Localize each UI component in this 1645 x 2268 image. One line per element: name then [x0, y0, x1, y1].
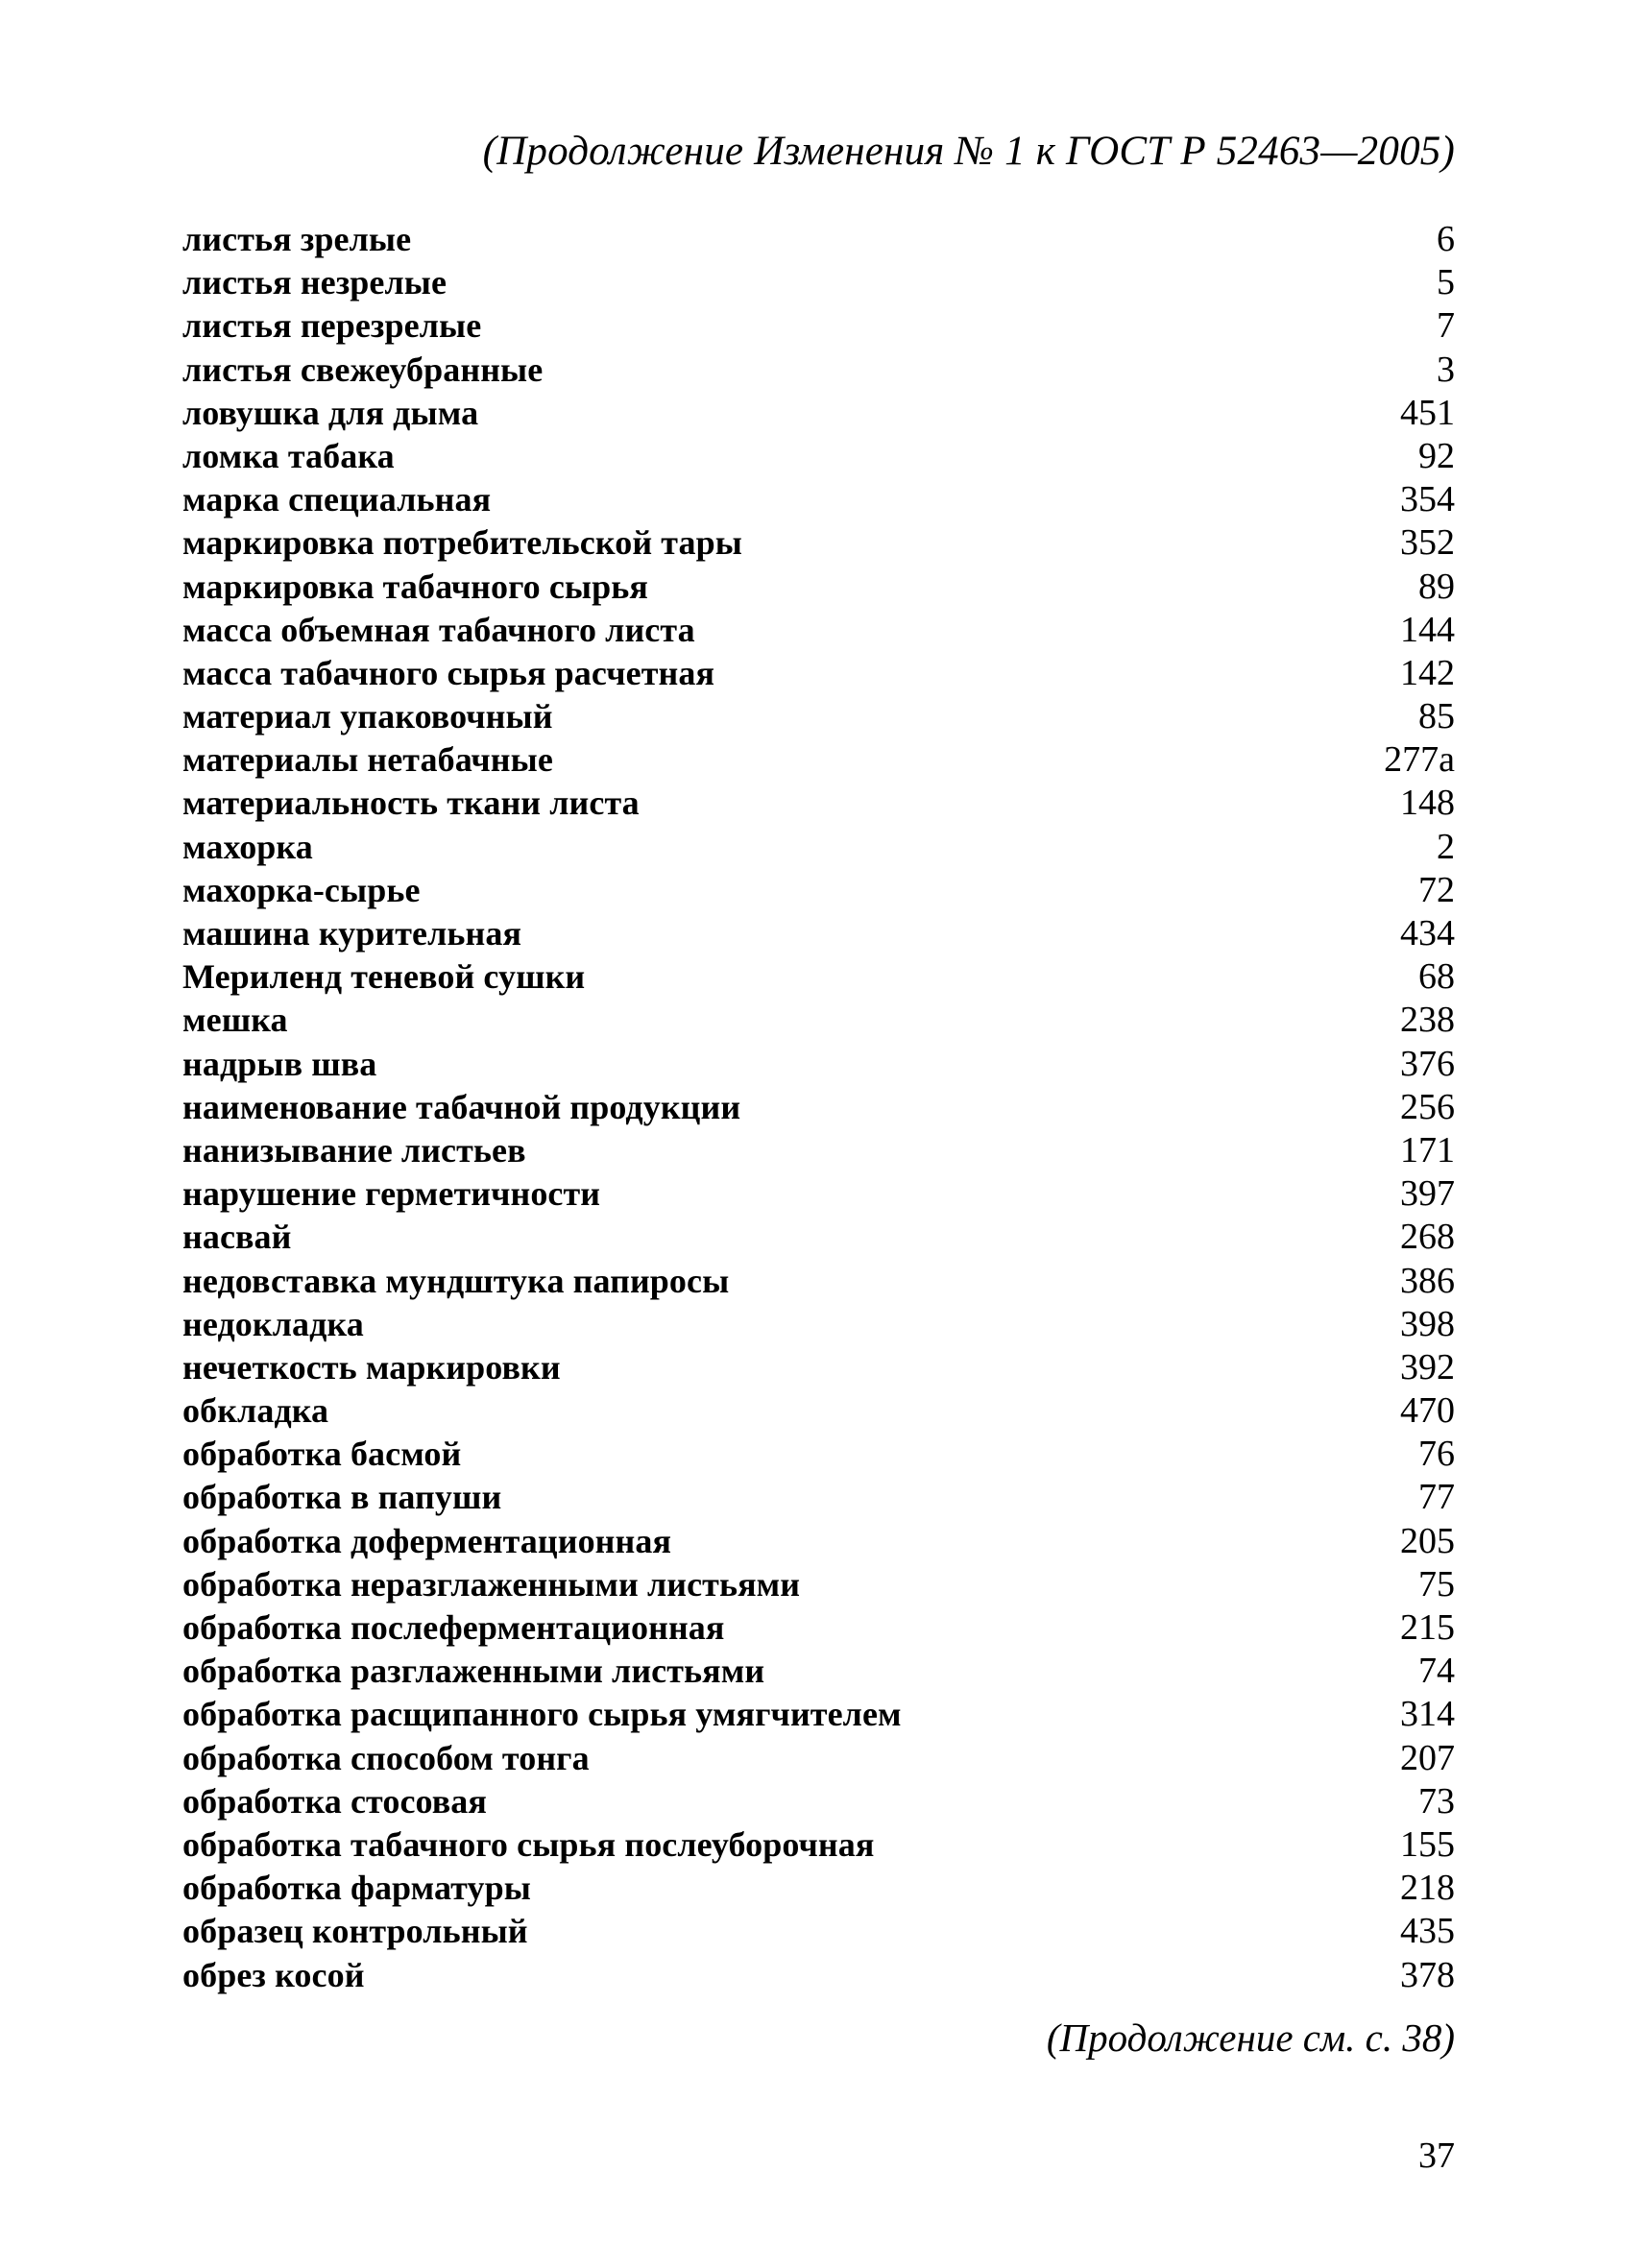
index-entry — [182, 1086, 1455, 1129]
continuation-note: (Продолжение см. с. 38) — [1046, 2015, 1455, 2060]
index-entry — [182, 1216, 1455, 1259]
index-entry — [182, 1780, 1455, 1823]
term-reference-number: 470 — [1400, 1390, 1455, 1432]
term-reference-number: 3 — [1437, 349, 1455, 390]
term-reference-number: 256 — [1400, 1086, 1455, 1127]
index-term: материал упаковочный — [182, 697, 553, 736]
term-reference-number: 277а — [1384, 739, 1455, 781]
index-entry — [182, 1172, 1455, 1216]
index-term: надрыв шва — [182, 1044, 377, 1083]
term-reference-number: 434 — [1400, 913, 1455, 953]
index-term: обработка послеферментационная — [182, 1608, 725, 1647]
term-reference-number: 155 — [1400, 1823, 1455, 1865]
index-entry — [182, 1910, 1455, 1953]
index-term: образец контрольный — [182, 1912, 528, 1951]
term-reference-number: 218 — [1400, 1868, 1455, 1909]
index-term: материалы нетабачные — [182, 740, 553, 780]
index-term: листья перезрелые — [182, 306, 482, 346]
index-entry — [182, 738, 1455, 782]
index-term: обработка стосовая — [182, 1781, 487, 1821]
index-entry — [182, 999, 1455, 1042]
term-reference-number: 352 — [1400, 522, 1455, 564]
index-entry — [182, 1867, 1455, 1910]
term-reference-number: 451 — [1400, 392, 1455, 433]
term-reference-number: 92 — [1418, 435, 1455, 476]
index-term: марка специальная — [182, 480, 492, 519]
index-entry — [182, 1129, 1455, 1172]
term-reference-number: 76 — [1418, 1434, 1455, 1475]
index-term: маркировка потребительской тары — [182, 523, 742, 563]
term-reference-number: 215 — [1400, 1607, 1455, 1648]
index-entry — [182, 695, 1455, 738]
index-term: обкладка — [182, 1391, 329, 1431]
index-entry — [182, 1303, 1455, 1346]
index-entry — [182, 218, 1455, 261]
index-entry — [182, 1650, 1455, 1693]
term-reference-number: 85 — [1418, 696, 1455, 737]
term-reference-number: 89 — [1418, 566, 1455, 607]
index-term: обработка доферментационная — [182, 1521, 672, 1560]
term-reference-number: 74 — [1418, 1651, 1455, 1692]
index-entry — [182, 261, 1455, 304]
index-entry — [182, 1823, 1455, 1867]
term-reference-number: 73 — [1418, 1780, 1455, 1822]
term-reference-number: 378 — [1400, 1954, 1455, 1995]
term-reference-number: 148 — [1400, 783, 1455, 824]
term-reference-number: 6 — [1437, 219, 1455, 259]
index-entry — [182, 1433, 1455, 1476]
index-entry — [182, 912, 1455, 955]
index-term: недокладка — [182, 1304, 364, 1343]
term-reference-number: 314 — [1400, 1694, 1455, 1735]
index-term: наименование табачной продукции — [182, 1087, 741, 1126]
index-term: махорка-сырье — [182, 870, 421, 909]
index-term: листья зрелые — [182, 220, 412, 258]
term-reference-number: 376 — [1400, 1043, 1455, 1084]
term-reference-number: 268 — [1400, 1217, 1455, 1258]
index-entry — [182, 826, 1455, 869]
term-reference-number: 75 — [1418, 1563, 1455, 1604]
index-term: нечеткость маркировки — [182, 1347, 561, 1387]
index-term: Мериленд теневой сушки — [182, 957, 586, 997]
term-reference-number: 205 — [1400, 1520, 1455, 1561]
index-entry — [182, 652, 1455, 695]
term-reference-number: 144 — [1400, 609, 1455, 650]
term-reference-number: 68 — [1418, 956, 1455, 998]
index-entry — [182, 1043, 1455, 1086]
index-term: обработка расщипанного сырья умягчителем — [182, 1695, 902, 1734]
index-entry — [182, 521, 1455, 565]
index-term: нанизывание листьев — [182, 1130, 526, 1170]
index-entry — [182, 478, 1455, 521]
index-term: мешка — [182, 1001, 288, 1040]
index-term: обработка фарматуры — [182, 1869, 531, 1908]
index-entry — [182, 435, 1455, 478]
index-entry — [182, 955, 1455, 999]
term-reference-number: 72 — [1418, 869, 1455, 910]
index-entry — [182, 1737, 1455, 1780]
term-reference-number: 171 — [1400, 1129, 1455, 1170]
term-reference-number: 77 — [1418, 1477, 1455, 1518]
term-reference-number: 435 — [1400, 1911, 1455, 1952]
index-entry — [182, 1954, 1455, 1997]
term-reference-number: 397 — [1400, 1173, 1455, 1215]
index-term-list — [182, 218, 1455, 1997]
index-entry — [182, 1389, 1455, 1433]
index-term: насвай — [182, 1218, 292, 1257]
index-entry — [182, 1476, 1455, 1519]
index-term: недовставка мундштука папиросы — [182, 1261, 730, 1300]
term-reference-number: 398 — [1400, 1303, 1455, 1344]
term-reference-number: 354 — [1400, 479, 1455, 520]
index-term: обработка разглаженными листьями — [182, 1652, 765, 1691]
continuation-header: (Продолжение Изменения № 1 к ГОСТ Р 52463—2005) — [482, 129, 1455, 174]
index-entry — [182, 304, 1455, 348]
index-term: листья свежеубранные — [182, 350, 544, 389]
index-term: масса табачного сырья расчетная — [182, 653, 715, 692]
index-entry — [182, 1260, 1455, 1303]
index-entry — [182, 1346, 1455, 1389]
term-reference-number: 386 — [1400, 1260, 1455, 1301]
index-term: нарушение герметичности — [182, 1174, 601, 1214]
index-term: листья незрелые — [182, 263, 448, 302]
index-entry — [182, 1606, 1455, 1650]
index-term: обрез косой — [182, 1955, 365, 1994]
index-entry — [182, 349, 1455, 392]
term-reference-number: 238 — [1400, 1000, 1455, 1041]
index-term: обработка табачного сырья послеуборочная — [182, 1824, 875, 1864]
term-reference-number: 207 — [1400, 1737, 1455, 1778]
term-reference-number: 2 — [1437, 826, 1455, 867]
index-term: масса объемная табачного листа — [182, 610, 695, 649]
index-entry — [182, 1693, 1455, 1736]
index-term: обработка басмой — [182, 1435, 462, 1474]
index-entry — [182, 392, 1455, 435]
page-number: 37 — [1418, 2135, 1455, 2176]
index-term: маркировка табачного сырья — [182, 567, 648, 606]
index-entry — [182, 782, 1455, 825]
index-term: махорка — [182, 827, 313, 866]
term-reference-number: 7 — [1437, 305, 1455, 347]
index-entry — [182, 1520, 1455, 1563]
index-entry — [182, 609, 1455, 652]
index-term: материальность ткани листа — [182, 784, 640, 823]
index-term: обработка неразглаженными листьями — [182, 1564, 801, 1604]
index-entry — [182, 869, 1455, 912]
index-entry — [182, 566, 1455, 609]
index-term: машина курительная — [182, 914, 522, 953]
term-reference-number: 142 — [1400, 652, 1455, 693]
index-term: ловушка для дыма — [182, 393, 479, 432]
term-reference-number: 5 — [1437, 262, 1455, 303]
index-term: ломка табака — [182, 436, 395, 475]
index-term: обработка в папуши — [182, 1478, 502, 1517]
term-reference-number: 392 — [1400, 1346, 1455, 1387]
index-term: обработка способом тонга — [182, 1738, 590, 1777]
index-entry — [182, 1563, 1455, 1606]
